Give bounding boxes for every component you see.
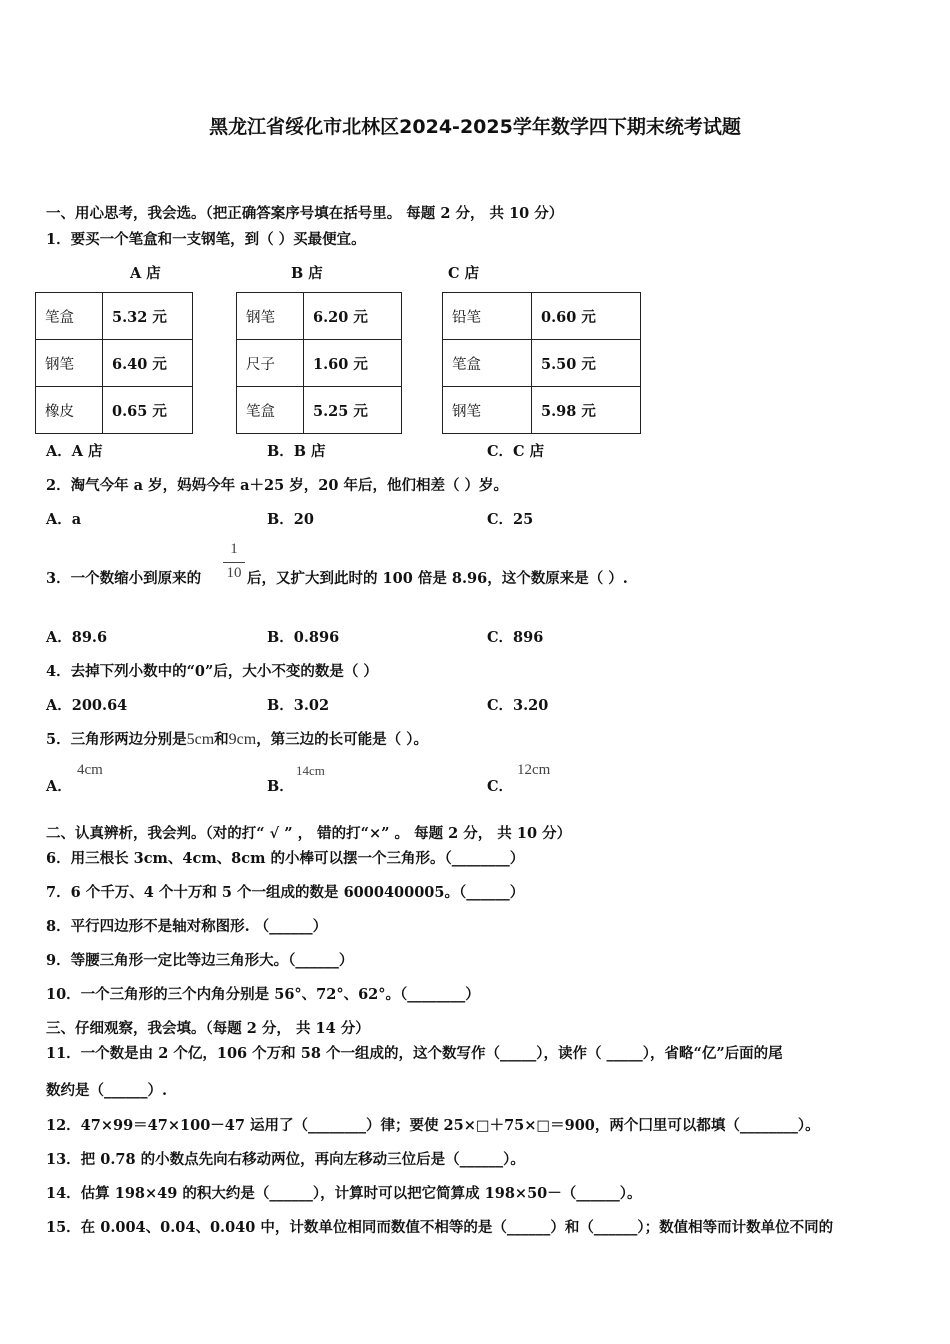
page-title: 黑龙江省绥化市北林区2024-2025学年数学四下期末统考试题: [209, 116, 741, 138]
item-name: 铅笔: [443, 293, 532, 340]
q5-stem-c: ，第三边的长可能是（ ）。: [256, 731, 428, 748]
shop-b-table: [236, 292, 402, 434]
item-price: 5.50 元: [532, 340, 641, 387]
table-row: [443, 387, 641, 434]
q1-option-b: B．B 店: [267, 443, 326, 460]
table-row: [237, 340, 402, 387]
section-2-heading: 二、认真辨析，我会判。（对的打“ √ ” ， 错的打“×” 。 每题 2 分， 共 10 分）: [46, 825, 572, 842]
section-1-heading: 一、用心思考，我会选。（把正确答案序号填在括号里。 每题 2 分， 共 10 分）: [46, 205, 564, 222]
shop-a-table: [35, 292, 193, 434]
question-6: 6．用三根长 3cm、4cm、8cm 的小棒可以摆一个三角形。（________）: [46, 850, 525, 867]
q3-option-a: A．89.6: [46, 629, 108, 646]
item-price: 1.60 元: [304, 340, 402, 387]
item-price: 5.32 元: [103, 293, 193, 340]
question-2: 2．淘气今年 a 岁，妈妈今年 a＋25 岁，20 年后，他们相差（ ）岁。: [46, 477, 509, 494]
item-price: 5.25 元: [304, 387, 402, 434]
q5-option-c-letter: C．: [487, 778, 514, 795]
item-price: 6.40 元: [103, 340, 193, 387]
item-price: 5.98 元: [532, 387, 641, 434]
question-15: 15．在 0.004、0.04、0.040 中，计数单位相同而数值不相等的是（______）和（______）；数值相等而计数单位不同的: [46, 1219, 834, 1236]
question-9: 9．等腰三角形一定比等边三角形大。（______）: [46, 952, 354, 969]
table-row: [443, 340, 641, 387]
table-row: [443, 293, 641, 340]
q5-option-b-letter: B．: [267, 778, 294, 795]
section-3-heading: 三、仔细观察，我会填。（每题 2 分， 共 14 分）: [46, 1020, 370, 1037]
q5-side-2: 9cm: [228, 731, 257, 748]
table-row: [237, 387, 402, 434]
q1-option-a: A．A 店: [46, 443, 103, 460]
shop-c-table: [442, 292, 641, 434]
q1-option-c: C．C 店: [487, 443, 545, 460]
table-row: [36, 387, 193, 434]
q2-option-b: B．20: [267, 511, 314, 528]
item-name: 笔盒: [36, 293, 103, 340]
q5-stem-a: 5．三角形两边分别是: [46, 731, 187, 748]
question-7: 7．6 个千万、4 个十万和 5 个一组成的数是 6000400005。（______）: [46, 884, 525, 901]
q5-option-c-value: 12cm: [517, 762, 551, 778]
question-11-line-1: 11．一个数是由 2 个亿，106 个万和 58 个一组成的，这个数写作（_____），读作（ _____），省略“亿”后面的尾: [46, 1045, 783, 1062]
item-price: 0.65 元: [103, 387, 193, 434]
table-row: [36, 340, 193, 387]
question-5: [46, 728, 428, 749]
question-14: 14．估算 198×49 的积大约是（______），计算时可以把它简算成 198×50－（______）。: [46, 1185, 642, 1202]
q2-option-c: C．25: [487, 511, 534, 528]
item-name: 笔盒: [237, 387, 304, 434]
table-row: [237, 293, 402, 340]
q5-stem-b: 和: [214, 731, 229, 748]
q3-option-c: C．896: [487, 629, 544, 646]
question-3-start: 3．一个数缩小到原来的: [46, 570, 202, 587]
question-4: 4．去掉下列小数中的“0”后，大小不变的数是（ ）: [46, 663, 378, 680]
table-row: [36, 293, 193, 340]
item-name: 笔盒: [443, 340, 532, 387]
q3-option-b: B．0.896: [267, 629, 340, 646]
item-price: 0.60 元: [532, 293, 641, 340]
q5-option-a-letter: A．: [46, 778, 72, 795]
question-10: 10．一个三角形的三个内角分别是 56°、72°、62°。（________）: [46, 986, 480, 1003]
q2-option-a: A．a: [46, 511, 82, 528]
item-name: 尺子: [237, 340, 304, 387]
item-name: 橡皮: [36, 387, 103, 434]
fraction-bar: [223, 562, 245, 563]
q5-option-b-value: 14cm: [296, 763, 325, 778]
question-3-end: 后，又扩大到此时的 100 倍是 8.96，这个数原来是（ ）.: [247, 570, 628, 587]
item-price: 6.20 元: [304, 293, 402, 340]
q5-option-a-value: 4cm: [77, 762, 103, 778]
item-name: 钢笔: [36, 340, 103, 387]
q4-option-b: B．3.02: [267, 697, 330, 714]
question-8: 8．平行四边形不是轴对称图形. （______）: [46, 918, 328, 935]
question-13: 13．把 0.78 的小数点先向右移动两位，再向左移动三位后是（______）。: [46, 1151, 525, 1168]
fraction-denominator: 10: [226, 565, 242, 581]
shop-b-label: B 店: [291, 265, 323, 282]
shop-c-label: C 店: [448, 265, 480, 282]
item-name: 钢笔: [237, 293, 304, 340]
item-name: 钢笔: [443, 387, 532, 434]
question-1: 1．要买一个笔盒和一支钢笔，到（ ）买最便宜。: [46, 231, 366, 248]
q4-option-c: C．3.20: [487, 697, 549, 714]
shop-a-label: A 店: [130, 265, 161, 282]
q4-option-a: A．200.64: [46, 697, 128, 714]
question-12: 12．47×99＝47×100－47 运用了（________）律；要使 25×□＋75×□＝900，两个囗里可以都填（________）。: [46, 1117, 820, 1134]
question-11-line-2: 数约是（______）.: [46, 1082, 168, 1099]
fraction-numerator: 1: [230, 541, 238, 557]
q5-side-1: 5cm: [186, 731, 215, 748]
